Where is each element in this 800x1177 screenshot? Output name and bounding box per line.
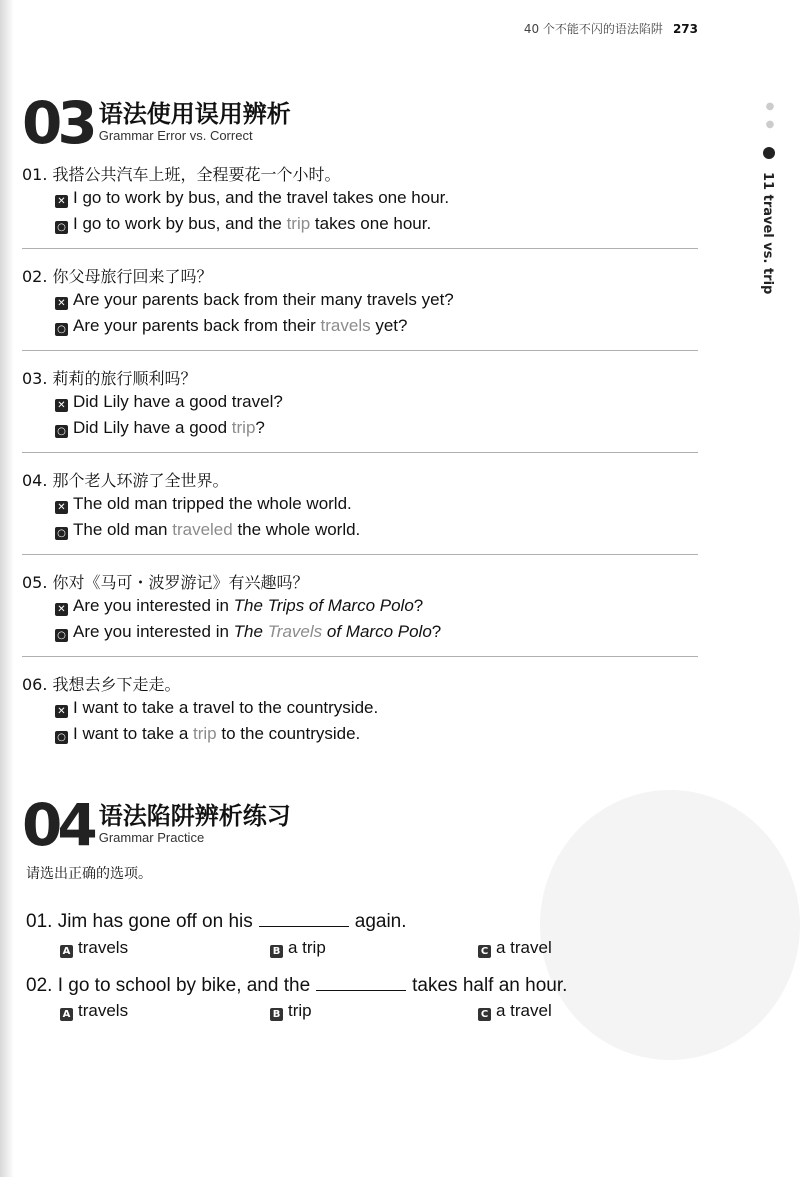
running-title: 40 个不能不闪的语法陷阱	[523, 22, 663, 36]
option-letter: B	[270, 945, 283, 958]
o-mark-icon: ○	[55, 425, 68, 438]
error-correct-item	[22, 672, 698, 774]
highlight-word: trip	[286, 214, 311, 233]
item-question: 01. 我搭公共汽车上班，全程要花一个小时。	[22, 165, 341, 184]
item-question: 03. 莉莉的旅行顺利吗？	[22, 369, 197, 388]
option-b: B a trip	[270, 938, 326, 958]
page-number: 273	[672, 22, 698, 36]
highlight-word: travels	[320, 316, 371, 335]
wrong-sentence: ✕ I want to take a travel to the countryside.	[55, 698, 378, 718]
divider	[22, 350, 698, 351]
highlight-word: trip	[231, 418, 256, 437]
option-letter: B	[270, 1008, 283, 1021]
option-letter: A	[60, 1008, 73, 1021]
x-mark-icon: ✕	[55, 297, 68, 310]
wrong-sentence: ✕ Are you interested in The Trips of Marco Polo?	[55, 596, 423, 616]
section-number: 03	[22, 89, 93, 157]
divider	[22, 656, 698, 657]
x-mark-icon: ✕	[55, 705, 68, 718]
o-mark-icon: ○	[55, 323, 68, 336]
item-question: 05. 你对《马可・波罗游记》有兴趣吗？	[22, 573, 309, 592]
scan-shade	[540, 790, 800, 1060]
practice-question: 02. I go to school by bike, and the takes half an hour.	[26, 975, 568, 996]
divider	[22, 452, 698, 453]
divider	[22, 554, 698, 555]
highlight-word: Travels	[267, 622, 323, 641]
section-number: 04	[22, 791, 93, 859]
wrong-sentence: ✕ Did Lily have a good travel?	[55, 392, 283, 412]
o-mark-icon: ○	[55, 629, 68, 642]
side-tab-bullet-icon	[763, 147, 775, 159]
correct-sentence: ○ The old man traveled the whole world.	[55, 520, 360, 540]
section-03-heading	[22, 89, 291, 157]
practice-instruction: 请选出正确的选项。	[26, 866, 152, 882]
wrong-sentence: ✕ The old man tripped the whole world.	[55, 494, 352, 514]
side-tab-dots: ● ●	[765, 101, 775, 130]
highlight-word: traveled	[172, 520, 233, 539]
error-correct-item	[22, 366, 698, 468]
section-04-heading	[22, 791, 291, 859]
section-subtitle: Grammar Error vs. Correct	[98, 128, 253, 143]
highlight-word: trip	[193, 724, 217, 743]
option-c: C a travel	[478, 938, 552, 958]
correct-sentence: ○ Are you interested in The Travels of Marco Polo?	[55, 622, 441, 642]
answer-blank	[316, 976, 406, 991]
item-question: 06. 我想去乡下走走。	[22, 675, 181, 694]
x-mark-icon: ✕	[55, 195, 68, 208]
o-mark-icon: ○	[55, 731, 68, 744]
x-mark-icon: ✕	[55, 603, 68, 616]
page-spine-shadow	[0, 0, 14, 1177]
error-correct-item	[22, 468, 698, 570]
section-subtitle: Grammar Practice	[98, 830, 205, 845]
error-correct-item	[22, 264, 698, 366]
o-mark-icon: ○	[55, 221, 68, 234]
option-letter: C	[478, 1008, 491, 1021]
option-b: B trip	[270, 1001, 312, 1021]
section-title: 语法陷阱辨析练习	[98, 802, 291, 830]
option-a: A travels	[60, 938, 128, 958]
book-title: The Trips of Marco Polo	[233, 596, 414, 615]
side-tab-label: 11 travel vs. trip	[760, 172, 775, 295]
answer-blank	[259, 912, 349, 927]
x-mark-icon: ✕	[55, 399, 68, 412]
option-letter: C	[478, 945, 491, 958]
error-correct-item	[22, 162, 698, 264]
item-question: 04. 那个老人环游了全世界。	[22, 471, 229, 490]
option-a: A travels	[60, 1001, 128, 1021]
option-letter: A	[60, 945, 73, 958]
practice-question: 01. Jim has gone off on his again.	[26, 911, 407, 932]
o-mark-icon: ○	[55, 527, 68, 540]
error-correct-item	[22, 570, 698, 672]
divider	[22, 248, 698, 249]
correct-sentence: ○ I go to work by bus, and the trip takes one hour.	[55, 214, 431, 234]
wrong-sentence: ✕ I go to work by bus, and the travel takes one hour.	[55, 188, 449, 208]
correct-sentence: ○ Did Lily have a good trip?	[55, 418, 265, 438]
correct-sentence: ○ Are your parents back from their travels yet?	[55, 316, 407, 336]
x-mark-icon: ✕	[55, 501, 68, 514]
section-title: 语法使用误用辨析	[98, 100, 291, 128]
running-head	[524, 20, 698, 37]
option-c: C a travel	[478, 1001, 552, 1021]
correct-sentence: ○ I want to take a trip to the countryside.	[55, 724, 360, 744]
wrong-sentence: ✕ Are your parents back from their many travels yet?	[55, 290, 454, 310]
item-question: 02. 你父母旅行回来了吗？	[22, 267, 213, 286]
